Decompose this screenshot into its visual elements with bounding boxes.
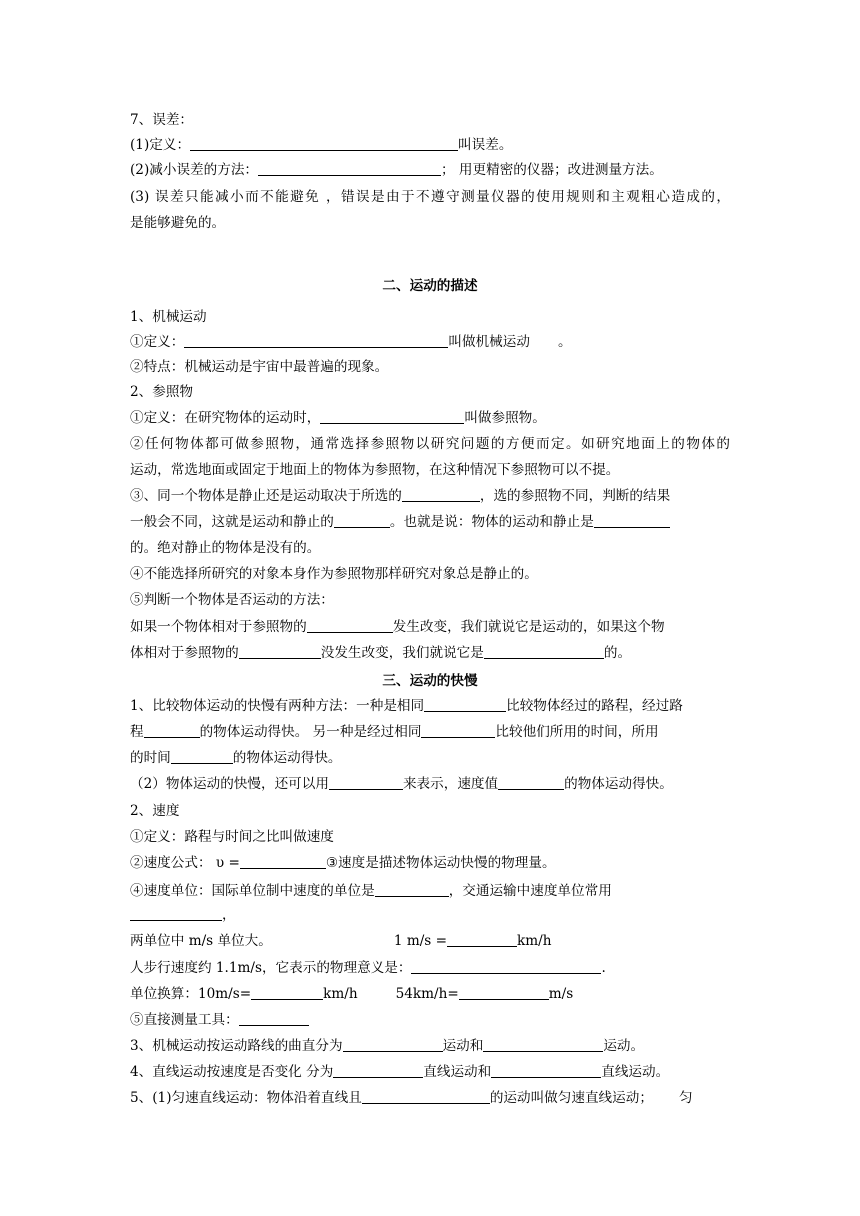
fill-blank[interactable]	[459, 985, 549, 1000]
compare-speed-line-1	[130, 697, 730, 715]
fill-blank[interactable]	[411, 959, 601, 974]
text: ④不能选择所研究的对象本身作为参照物那样研究对象总是静止的。	[130, 566, 538, 582]
text: 来表示，速度值	[402, 776, 499, 792]
text: 。	[557, 334, 572, 350]
section-2-heading	[130, 277, 730, 295]
text: ③速度是描述物体运动快慢的物理量。	[325, 855, 556, 871]
text: 直线运动。	[601, 1064, 670, 1080]
text: 单位换算：10m/s=	[130, 986, 252, 1002]
fill-blank[interactable]	[491, 1063, 601, 1078]
speed-unit-line	[130, 882, 730, 900]
text: 叫做参照物。	[464, 410, 546, 426]
fill-blank[interactable]	[594, 513, 670, 528]
text: 54km/h=	[395, 986, 459, 1002]
fill-blank[interactable]	[483, 1037, 603, 1052]
text: 匀	[678, 1090, 693, 1106]
text: 是能够避免的。	[130, 215, 226, 231]
section-7-title	[130, 111, 730, 129]
fill-blank[interactable]	[130, 906, 222, 921]
fill-blank[interactable]	[447, 932, 517, 947]
fill-blank[interactable]	[402, 487, 480, 502]
fill-blank[interactable]	[144, 723, 200, 738]
fill-blank[interactable]	[239, 644, 321, 659]
error-definition-line	[130, 136, 730, 154]
text: 直线运动和	[423, 1064, 492, 1080]
mechanical-motion-feature	[130, 358, 730, 376]
fill-blank[interactable]	[184, 333, 448, 348]
text: 比较物体经过的路程，经过路	[506, 698, 683, 714]
unit-conversion-line	[130, 985, 730, 1003]
fill-blank[interactable]	[333, 1063, 423, 1078]
error-note-line-2	[130, 214, 730, 232]
speed-unit-blank-line	[130, 906, 730, 924]
fill-blank[interactable]	[190, 136, 458, 151]
fill-blank[interactable]	[375, 882, 449, 897]
text: ②速度公式： υ =	[130, 855, 240, 871]
reference-any-line-1	[130, 435, 730, 453]
text: 发生改变，我们就说它是运动的，如果这个物	[392, 619, 665, 635]
text: 没发生改变，我们就说它是	[320, 645, 484, 661]
text: 的物体运动得快。 另一种是经过相同	[199, 724, 422, 740]
text: 一般会不同，这就是运动和静止的	[130, 514, 334, 530]
error-note-line-1	[130, 188, 730, 206]
text: ③、同一个物体是静止还是运动取决于所选的	[130, 488, 402, 504]
unit-compare-line	[130, 932, 730, 950]
text: km/h	[516, 933, 552, 949]
heading-text: 三、运动的快慢	[382, 673, 478, 689]
text: 体相对于参照物的	[130, 645, 239, 661]
heading-text: 二、运动的描述	[382, 278, 478, 294]
fill-blank[interactable]	[258, 161, 441, 176]
judge-motion-title	[130, 591, 730, 609]
measuring-tool-line	[130, 1011, 730, 1029]
speed-title	[130, 802, 730, 820]
text: ； 用更精密的仪器；改进测量方法。	[441, 162, 663, 178]
text: 人步行速度约 1.1m/s，它表示的物理意义是：	[130, 960, 412, 976]
fill-blank[interactable]	[307, 618, 393, 633]
text: 。也就是说：物体的运动和静止是	[389, 514, 594, 530]
fill-blank[interactable]	[251, 985, 323, 1000]
text: ①定义：在研究物体的运动时，	[130, 410, 321, 426]
text: （2）物体运动的快慢，还可以用	[130, 776, 329, 792]
relativity-line-3	[130, 539, 730, 557]
text: 叫误差。	[458, 137, 513, 153]
text: km/h	[323, 986, 358, 1002]
walking-speed-line	[130, 959, 730, 977]
compare-speed-line-2	[130, 723, 730, 741]
mechanical-motion-title	[130, 308, 730, 326]
fill-blank[interactable]	[240, 854, 326, 869]
text: (3) 误差只能减小而不能避免 ，错误是由于不遵守测量仪器的使用规则和主观粗心造成的，	[130, 189, 730, 205]
motion-path-line	[130, 1037, 730, 1055]
relativity-line-1	[130, 487, 730, 505]
fill-blank[interactable]	[362, 1089, 490, 1104]
speed-formula-line	[130, 854, 730, 872]
fill-blank[interactable]	[320, 409, 464, 424]
fill-blank[interactable]	[484, 644, 604, 659]
text: 3、机械运动按运动路线的曲直分为	[130, 1038, 343, 1054]
mechanical-motion-definition	[130, 333, 730, 351]
text: 2、速度	[130, 803, 180, 819]
fill-blank[interactable]	[239, 1011, 309, 1026]
text: 两单位中 m/s 单位大。	[130, 933, 272, 949]
relativity-line-2	[130, 513, 730, 531]
fill-blank[interactable]	[343, 1037, 443, 1052]
uniform-motion-line	[130, 1089, 730, 1107]
fill-blank[interactable]	[329, 775, 403, 790]
text: ，交通运输中速度单位常用	[448, 883, 612, 899]
speed-definition	[130, 828, 730, 846]
text: ，选的参照物不同，判断的结果	[479, 488, 671, 504]
judge-motion-line-2	[130, 644, 730, 662]
linear-motion-line	[130, 1063, 730, 1081]
text: (2)减小误差的方法：	[130, 162, 259, 178]
text: 4、直线运动按速度是否变化 分为	[130, 1064, 334, 1080]
text: ①定义：路程与时间之比叫做速度	[130, 829, 334, 845]
text: 叫做机械运动	[448, 334, 530, 350]
text: 运动和	[442, 1038, 484, 1054]
fill-blank[interactable]	[498, 775, 564, 790]
text: 的物体运动得快。	[232, 750, 342, 766]
text: ，	[222, 907, 236, 923]
text: ④速度单位：国际单位制中速度的单位是	[130, 883, 375, 899]
fill-blank[interactable]	[334, 513, 390, 528]
text: 的。绝对静止的物体是没有的。	[130, 540, 321, 556]
compare-speed-line-4	[130, 775, 730, 793]
judge-motion-line-1	[130, 618, 730, 636]
section-3-heading	[130, 672, 730, 690]
text: 的时间	[130, 750, 171, 766]
text: 运动，常选地面或固定于地面上的物体为参照物，在这种情况下参照物可以不提。	[130, 462, 620, 478]
text: 1、机械运动	[130, 309, 207, 325]
text: ⑤直接测量工具：	[130, 1012, 239, 1028]
text: 的。	[603, 645, 632, 661]
text: ①定义：	[130, 334, 185, 350]
fill-blank[interactable]	[421, 723, 495, 738]
text: 的物体运动得快。	[564, 776, 673, 792]
text: 程	[130, 724, 144, 740]
text: ②任何物体都可做参照物，通常选择参照物以研究问题的方便而定。如研究地面上的物体的	[130, 436, 730, 452]
text: 运动。	[603, 1038, 645, 1054]
reference-any-line-2	[130, 461, 730, 479]
text: 1、比较物体运动的快慢有两种方法：一种是相同	[130, 698, 425, 714]
text: 如果一个物体相对于参照物的	[130, 619, 307, 635]
text: 比较他们所用的时间，所用	[495, 724, 659, 740]
reference-self-note	[130, 565, 730, 583]
text: ⑤判断一个物体是否运动的方法：	[130, 592, 334, 608]
fill-blank[interactable]	[424, 697, 506, 712]
reference-object-title	[130, 383, 730, 401]
compare-speed-line-3	[130, 749, 730, 767]
text: 5、(1)匀速直线运动：物体沿着直线且	[130, 1090, 362, 1106]
error-reduce-line	[130, 161, 730, 179]
fill-blank[interactable]	[171, 749, 233, 764]
text: 7、误差：	[130, 112, 194, 128]
text: ②特点：机械运动是宇宙中最普遍的现象。	[130, 359, 389, 375]
text: 1 m/s =	[393, 933, 447, 949]
text: .	[601, 960, 606, 976]
reference-object-definition	[130, 409, 730, 427]
text: 2、参照物	[130, 384, 194, 400]
text: 的运动叫做匀速直线运动；	[489, 1090, 653, 1106]
text: (1)定义：	[130, 137, 191, 153]
text: m/s	[548, 986, 574, 1002]
